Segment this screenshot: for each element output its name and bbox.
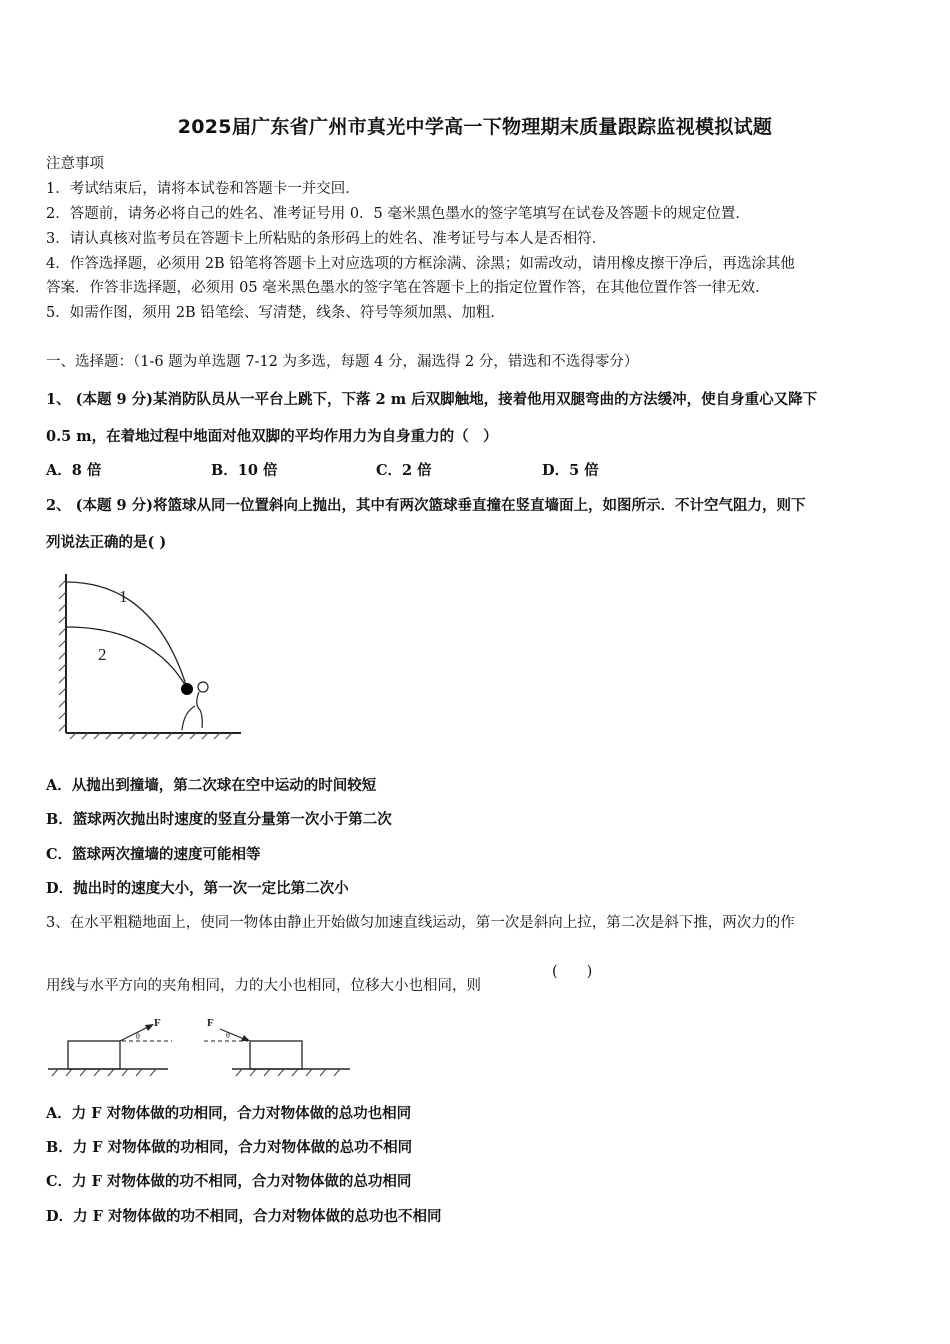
angle-label-pull: θ (136, 1032, 140, 1041)
section-heading: 一、选择题：（1-6 题为单选题 7-12 为多选，每题 4 分，漏选得 2 分，错选和不选得零分） (46, 354, 639, 370)
q2-figure-basketball (56, 570, 246, 740)
trajectory-label-1: 1 (119, 587, 128, 606)
notice-item-4-cont: 答案．作答非选择题，必须用 05 毫米黑色墨水的签字笔在答题卡上的指定位置作答，在其他位置作答一律无效． (46, 280, 770, 296)
q3-answer-paren: ( ) (552, 964, 593, 980)
q2-option-a: A．从抛出到撞墙，第二次球在空中运动的时间较短 (46, 777, 377, 794)
q2-text-line1: 2、 (本题 9 分)将篮球从同一位置斜向上抛出，其中有两次篮球垂直撞在竖直墙面上，如图所示．不计空气阻力，则下 (46, 497, 806, 514)
q1-option-b: B．10 倍 (211, 462, 278, 479)
notice-item-4: 4．作答选择题，必须用 2B 铅笔将答题卡上对应选项的方框涂满、涂黑；如需改动，请用橡皮擦干净后，再选涂其他 (46, 256, 795, 272)
page-title: 2025届广东省广州市真光中学高一下物理期末质量跟踪监视模拟试题 (177, 116, 773, 138)
notice-item-1: 1．考试结束后，请将本试卷和答题卡一并交回． (46, 181, 360, 197)
q3-option-a: A．力 F 对物体做的功相同，合力对物体做的总功也相同 (46, 1105, 412, 1122)
force-label-push: F (207, 1017, 214, 1029)
q2-option-c: C．篮球两次撞墙的速度可能相等 (46, 846, 261, 863)
q1-option-a: A．8 倍 (46, 462, 102, 479)
q2-option-d: D．抛出时的速度大小，第一次一定比第二次小 (46, 880, 349, 897)
q3-figure-forces (46, 1012, 356, 1082)
q1-option-d: D．5 倍 (542, 462, 599, 479)
q3-option-d: D．力 F 对物体做的功不相同，合力对物体做的总功也不相同 (46, 1208, 442, 1225)
notice-item-5: 5．如需作图，须用 2B 铅笔绘、写清楚，线条、符号等须加黑、加粗． (46, 305, 505, 321)
q1-text-line2: 0.5 m，在着地过程中地面对他双脚的平均作用力为自身重力的（ ） (46, 428, 498, 445)
trajectory-label-2: 2 (98, 645, 107, 664)
notice-heading: 注意事项 (46, 156, 104, 172)
q2-text-line2: 列说法正确的是( ) (46, 534, 167, 551)
angle-label-push: θ (226, 1031, 230, 1040)
q2-option-b: B．篮球两次抛出时速度的竖直分量第一次小于第二次 (46, 811, 392, 828)
q3-option-b: B．力 F 对物体做的功相同，合力对物体做的总功不相同 (46, 1139, 413, 1156)
notice-item-2: 2．答题前，请务必将自己的姓名、准考证号用 0．5 毫米黑色墨水的签字笔填写在试卷及答题卡的规定位置． (46, 206, 750, 222)
notice-item-3: 3．请认真核对监考员在答题卡上所粘贴的条形码上的姓名、准考证号与本人是否相符． (46, 231, 607, 247)
q1-text-line1: 1、 (本题 9 分)某消防队员从一平台上跳下，下落 2 m 后双脚触地，接着他用双腿弯曲的方法缓冲，使自身重心又降下 (46, 391, 818, 408)
q3-option-c: C．力 F 对物体做的功不相同，合力对物体做的总功相同 (46, 1173, 412, 1190)
q3-text-line1: 3、在水平粗糙地面上，使同一物体由静止开始做匀加速直线运动，第一次是斜向上拉，第二次是斜下推，两次力的作 (46, 915, 795, 931)
q3-text-line2: 用线与水平方向的夹角相同，力的大小也相同，位移大小也相同，则 (46, 978, 481, 994)
force-label-pull: F (154, 1017, 161, 1029)
q1-option-c: C．2 倍 (376, 462, 432, 479)
